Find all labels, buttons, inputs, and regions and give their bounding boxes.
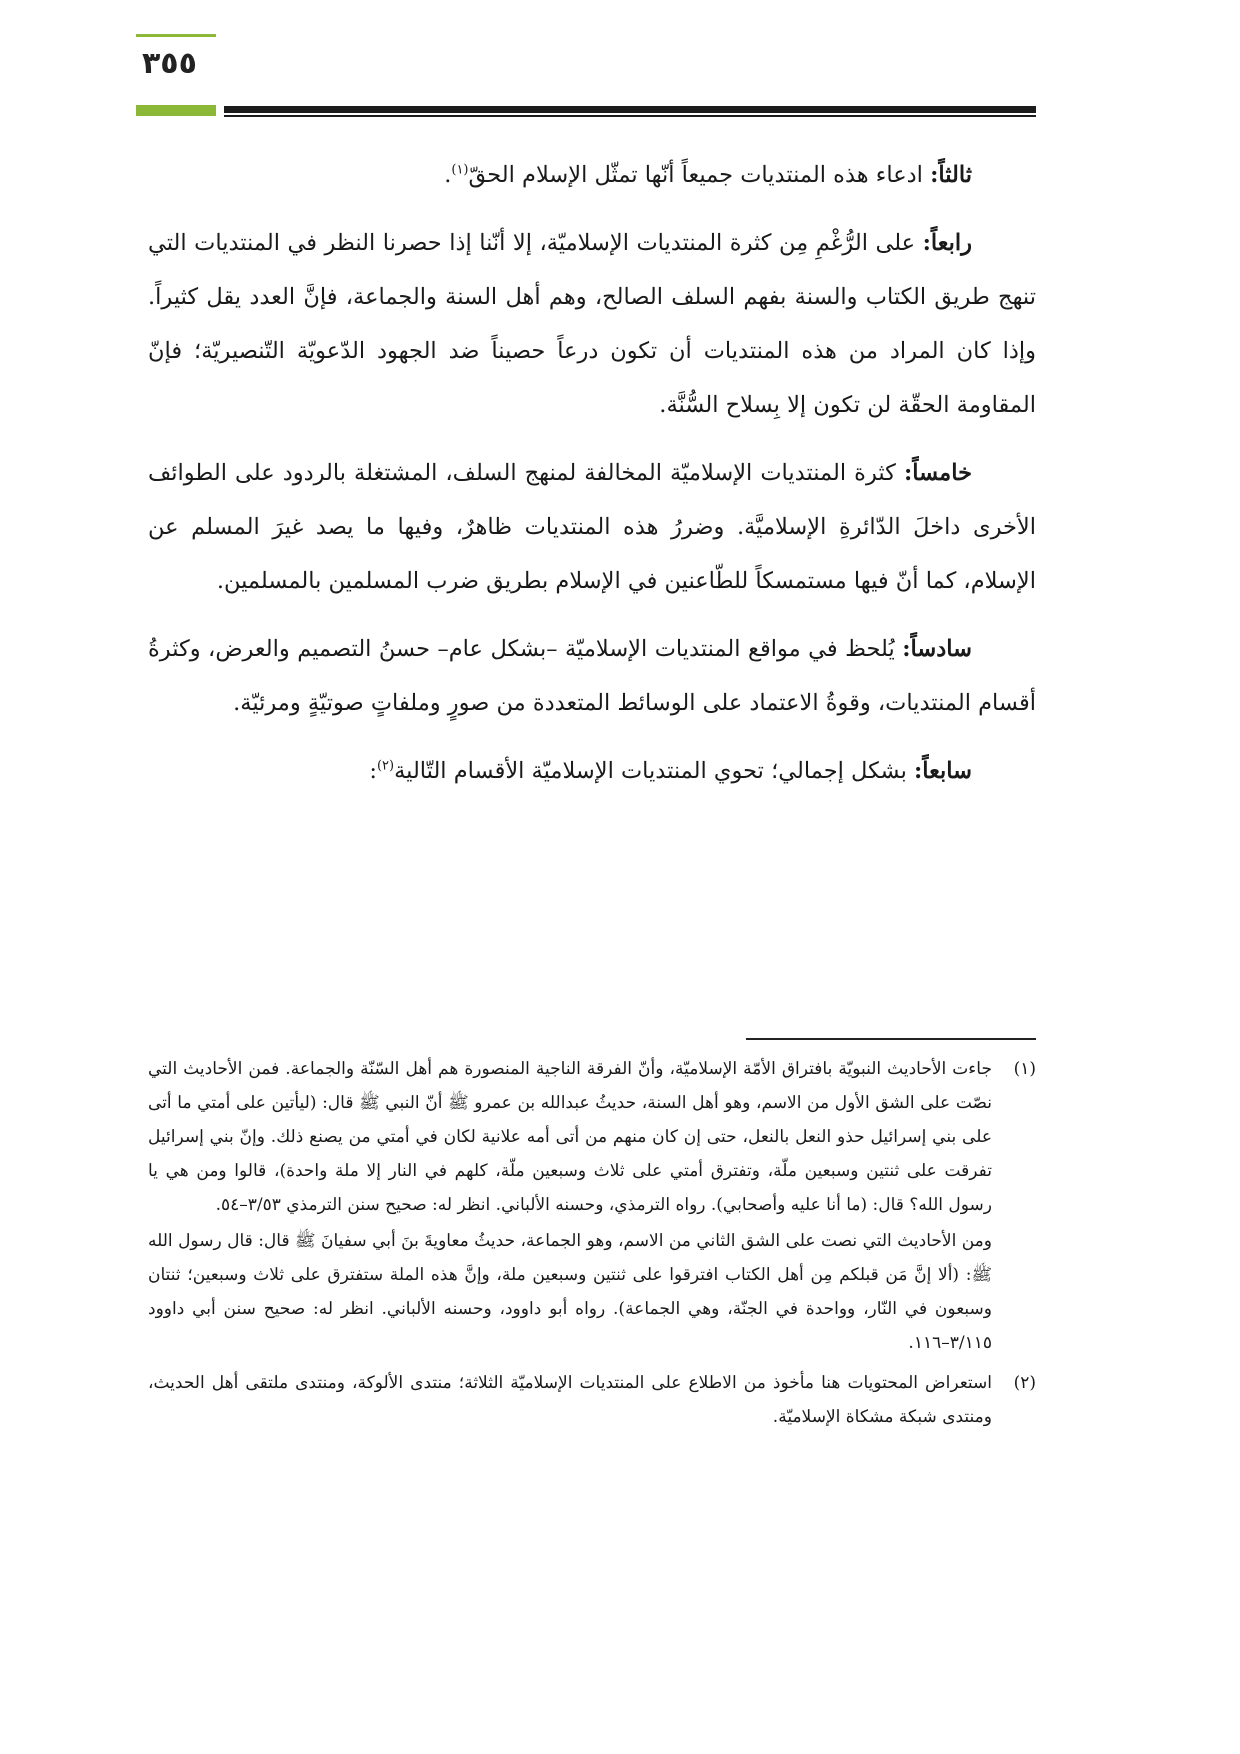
paragraph-label: ثالثاً: xyxy=(930,162,972,188)
footnote-body xyxy=(148,1052,992,1360)
header-rule xyxy=(224,106,1036,113)
footnote-text: جاءت الأحاديث النبويّة بافتراق الأمّة الإسلاميّة، وأنّ الفرقة الناجية المنصورة هم أهل السّنّة والجماعة. فمن الأحاديث التي نصّت على الشق الأول من الاسم، وهو أهل السنة، حديثُ عبدالله بن عمرو ﷺ أنّ النبي ﷺ قال: (ليأتين على أمتي ما أتى على بني إسرائيل حذو النعل بالنعل، حتى إن كان منهم من أتى أمه علانية لكان في أمتي من يصنع ذلك. وإنّ بني إسرائيل تفرقت على ثنتين وسبعين ملّة، وتفترق أمتي على ثلاث وسبعين ملّة، كلهم في النار إلا ملة واحدة)، قالوا ومن هي يا رسول الله؟ قال: (ما أنا عليه وأصحابي). رواه الترمذي، وحسنه الألباني. انظر له: صحيح سنن الترمذي ٣/٥٣–٥٤. xyxy=(148,1059,992,1215)
paragraph-label: سابعاً: xyxy=(914,758,972,784)
paragraph-text: كثرة المنتديات الإسلاميّة المخالفة لمنهج السلف، المشتغلة بالردود على الطوائف الأخرى داخلَ الدّائرةِ الإسلاميَّة. وضررُ هذه المنتديات ظاهرٌ، وفيها ما يصد غيرَ المسلم عن الإسلام، كما أنّ فيها مستمسكاً للطّاعنين في الإسلام بطريق ضرب المسلمين بالمسلمين. xyxy=(148,460,1036,594)
paragraph-label: سادساً: xyxy=(902,636,972,662)
footnote-number: (١) xyxy=(1013,1059,1036,1079)
paragraph-text: يُلحظ في مواقع المنتديات الإسلاميّة –بشكل عام– حسنُ التصميم والعرض، وكثرةُ أقسام المنتديات، وقوةُ الاعتماد على الوسائط المتعددة من صورٍ وملفاتٍ صوتيّةٍ ومرئيّة. xyxy=(148,636,1036,716)
footnote-number: (٢) xyxy=(1013,1373,1036,1393)
footnote-ref[interactable]: (٢) xyxy=(376,758,395,774)
paragraph-sixth xyxy=(148,622,1036,730)
main-text xyxy=(148,148,1036,798)
header-accent-line xyxy=(136,34,216,37)
paragraph-seventh xyxy=(148,744,1036,798)
paragraph-third xyxy=(148,148,1036,202)
footnote-text: استعراض المحتويات هنا مأخوذ من الاطلاع على المنتديات الإسلاميّة الثلاثة؛ منتدى الألوكة، ومنتدى ملتقى أهل الحديث، ومنتدى شبكة مشكاة الإسلاميّة. xyxy=(148,1373,992,1427)
paragraph-text: على الرُّغْمِ مِن كثرة المنتديات الإسلاميّة، إلا أنّنا إذا حصرنا النظر في المنتديات التي تنهج طريق الكتاب والسنة بفهم السلف الصالح، وهم أهل السنة والجماعة، فإنَّ العدد يقل كثيراً. وإذا كان المراد من هذه المنتديات أن تكون درعاً حصيناً ضد الجهود الدّعويّة التّنصيريّة؛ فإنّ المقاومة الحقّة لن تكون إلا بِسلاح السُّنَّة. xyxy=(148,230,1036,418)
paragraph-fifth xyxy=(148,446,1036,608)
paragraph-text: بشكل إجمالي؛ تحوي المنتديات الإسلاميّة الأقسام التّالية xyxy=(394,758,914,784)
footnote-body xyxy=(148,1366,992,1434)
header-accent-bar xyxy=(136,105,216,116)
paragraph-label: رابعاً: xyxy=(922,230,972,256)
paragraph-label: خامساً: xyxy=(903,460,972,486)
paragraph-fourth xyxy=(148,216,1036,432)
page-number: ٣٥٥ xyxy=(142,46,197,81)
footnote-text: ومن الأحاديث التي نصت على الشق الثاني من الاسم، وهو الجماعة، حديثُ معاويةَ بنَ أبي سفيانَ ﷺ قال: قال رسول الله ﷺ: (ألا إنَّ مَن قبلكم مِن أهل الكتاب افترقوا على ثنتين وسبعين ملة، وإنَّ هذه الملة ستفترق على ثلاث وسبعين؛ ثنتان وسبعون في النّار، وواحدة في الجنّة، وهي الجماعة). رواه أبو داوود، وحسنه الألباني. انظر له: صحيح سنن أبي داوود ٣/١١٥–١١٦. xyxy=(148,1231,992,1353)
footnote-1 xyxy=(148,1052,1036,1360)
footnotes xyxy=(148,1052,1036,1440)
paragraph-tail: : xyxy=(369,758,377,784)
header-rule-thin xyxy=(224,115,1036,117)
footnote-separator xyxy=(746,1038,1036,1040)
footnote-ref[interactable]: (١) xyxy=(451,162,469,178)
paragraph-text: ادعاء هذه المنتديات جميعاً أنّها تمثّل الإسلام الحقّ xyxy=(468,162,931,188)
paragraph-tail: . xyxy=(444,162,452,188)
footnote-2 xyxy=(148,1366,1036,1434)
